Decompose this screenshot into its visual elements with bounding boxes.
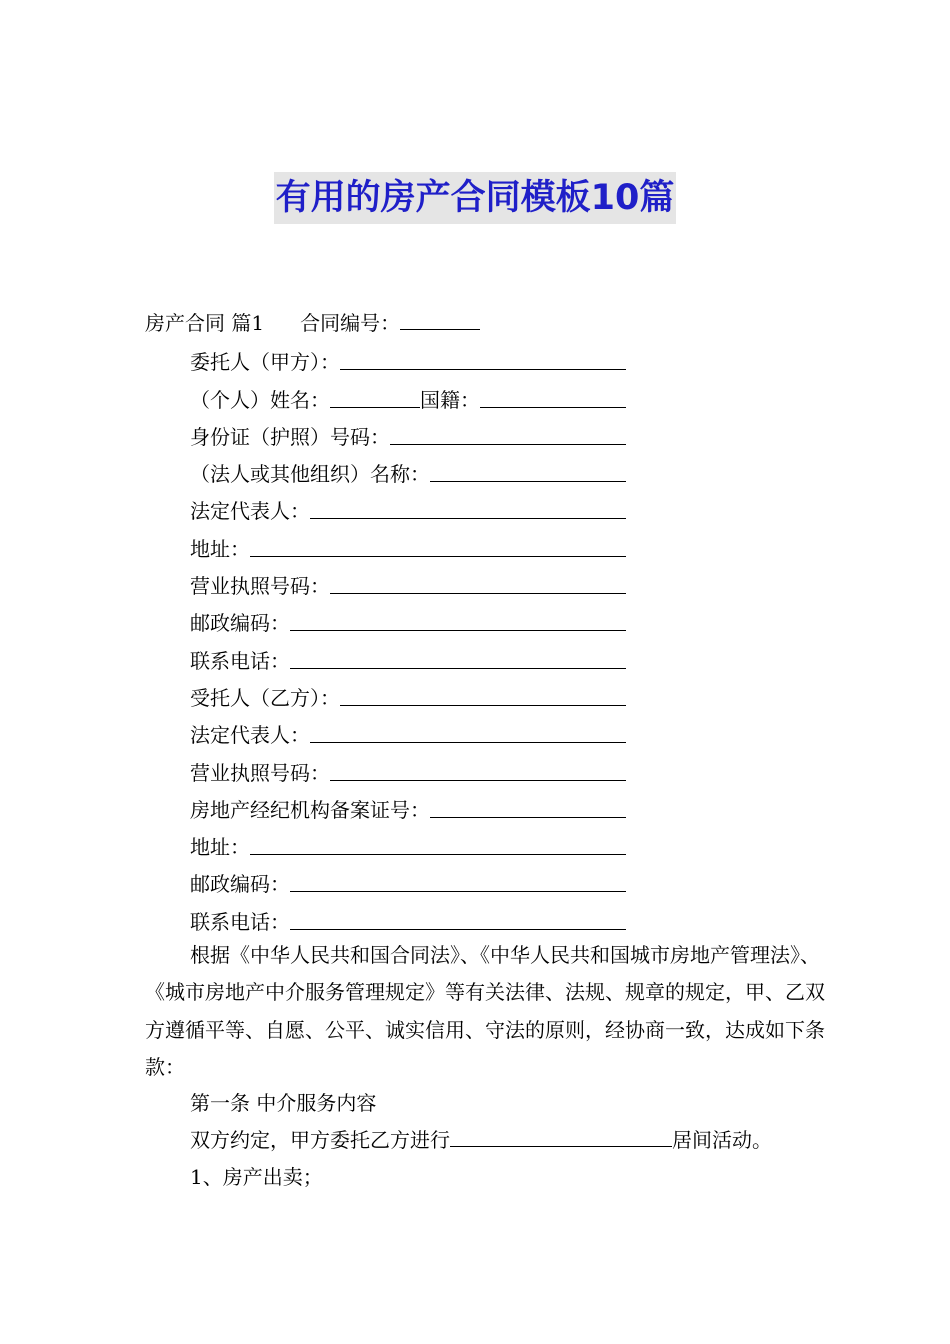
contract-number-label: 合同编号： <box>300 311 401 335</box>
field-label: 联系电话： <box>190 648 290 673</box>
item-1: 1、房产出卖； <box>190 1165 323 1189</box>
field-label: 营业执照号码： <box>190 574 330 599</box>
field-label: 法定代表人： <box>190 723 310 748</box>
field-blank <box>310 741 626 743</box>
field-blank <box>290 667 626 669</box>
field-row <box>190 788 626 825</box>
field-blank <box>430 816 626 818</box>
field-label: 身份证（护照）号码： <box>190 424 390 449</box>
party-fields <box>190 340 626 937</box>
field-label: （个人）姓名： <box>190 387 330 412</box>
field-blank <box>480 406 626 408</box>
field-row <box>190 489 626 526</box>
field-row <box>190 415 626 452</box>
field-label: 地址： <box>190 536 250 561</box>
field-blank <box>330 592 626 594</box>
contract-heading <box>145 308 480 338</box>
contract-heading-label: 房产合同 篇1 <box>145 311 265 335</box>
field-blank <box>390 443 626 445</box>
agreement-line <box>190 1125 772 1155</box>
page-title <box>0 172 950 232</box>
field-row <box>190 899 626 936</box>
field-row <box>190 862 626 899</box>
field-label: 邮政编码： <box>190 611 290 636</box>
field-label: 委托人（甲方）： <box>190 350 340 375</box>
field-row <box>190 601 626 638</box>
field-blank <box>310 517 626 519</box>
field-label: 国籍： <box>420 387 480 412</box>
field-blank <box>340 368 626 370</box>
field-label: 邮政编码： <box>190 872 290 897</box>
field-blank <box>250 853 626 855</box>
field-row <box>190 452 626 489</box>
field-blank <box>330 779 626 781</box>
agreement-prefix: 双方约定，甲方委托乙方进行 <box>190 1128 450 1152</box>
page-title-text: 有用的房产合同模板10篇 <box>274 172 677 224</box>
field-label: 地址： <box>190 835 250 860</box>
field-label: 房地产经纪机构备案证号： <box>190 797 430 822</box>
field-row <box>190 713 626 750</box>
field-blank <box>290 890 626 892</box>
field-row <box>190 564 626 601</box>
field-label: 联系电话： <box>190 909 290 934</box>
field-label: 营业执照号码： <box>190 760 330 785</box>
field-row <box>190 526 626 563</box>
field-blank <box>340 704 626 706</box>
field-row <box>190 377 626 414</box>
field-blank <box>290 928 626 930</box>
field-blank <box>290 629 626 631</box>
agreement-suffix: 居间活动。 <box>672 1128 772 1152</box>
preamble-paragraph <box>145 937 825 1086</box>
field-row <box>190 750 626 787</box>
field-blank <box>430 480 626 482</box>
field-row <box>190 340 626 377</box>
contract-number-blank <box>400 328 480 330</box>
field-blank <box>250 555 626 557</box>
field-row <box>190 825 626 862</box>
preamble-text: 根据《中华人民共和国合同法》、《中华人民共和国城市房地产管理法》、《城市房地产中介服务管理规定》等有关法律、法规、规章的规定，甲、乙双方遵循平等、自愿、公平、诚实信用、守法的原则，经协商一致，达成如下条款： <box>145 943 825 1079</box>
field-blank <box>330 406 420 408</box>
field-label: 受托人（乙方）： <box>190 685 340 710</box>
field-label: 法定代表人： <box>190 499 310 524</box>
field-row <box>190 676 626 713</box>
article1-title: 第一条 中介服务内容 <box>190 1091 377 1115</box>
field-label: （法人或其他组织）名称： <box>190 462 430 487</box>
agreement-blank <box>450 1145 672 1147</box>
field-row <box>190 638 626 675</box>
